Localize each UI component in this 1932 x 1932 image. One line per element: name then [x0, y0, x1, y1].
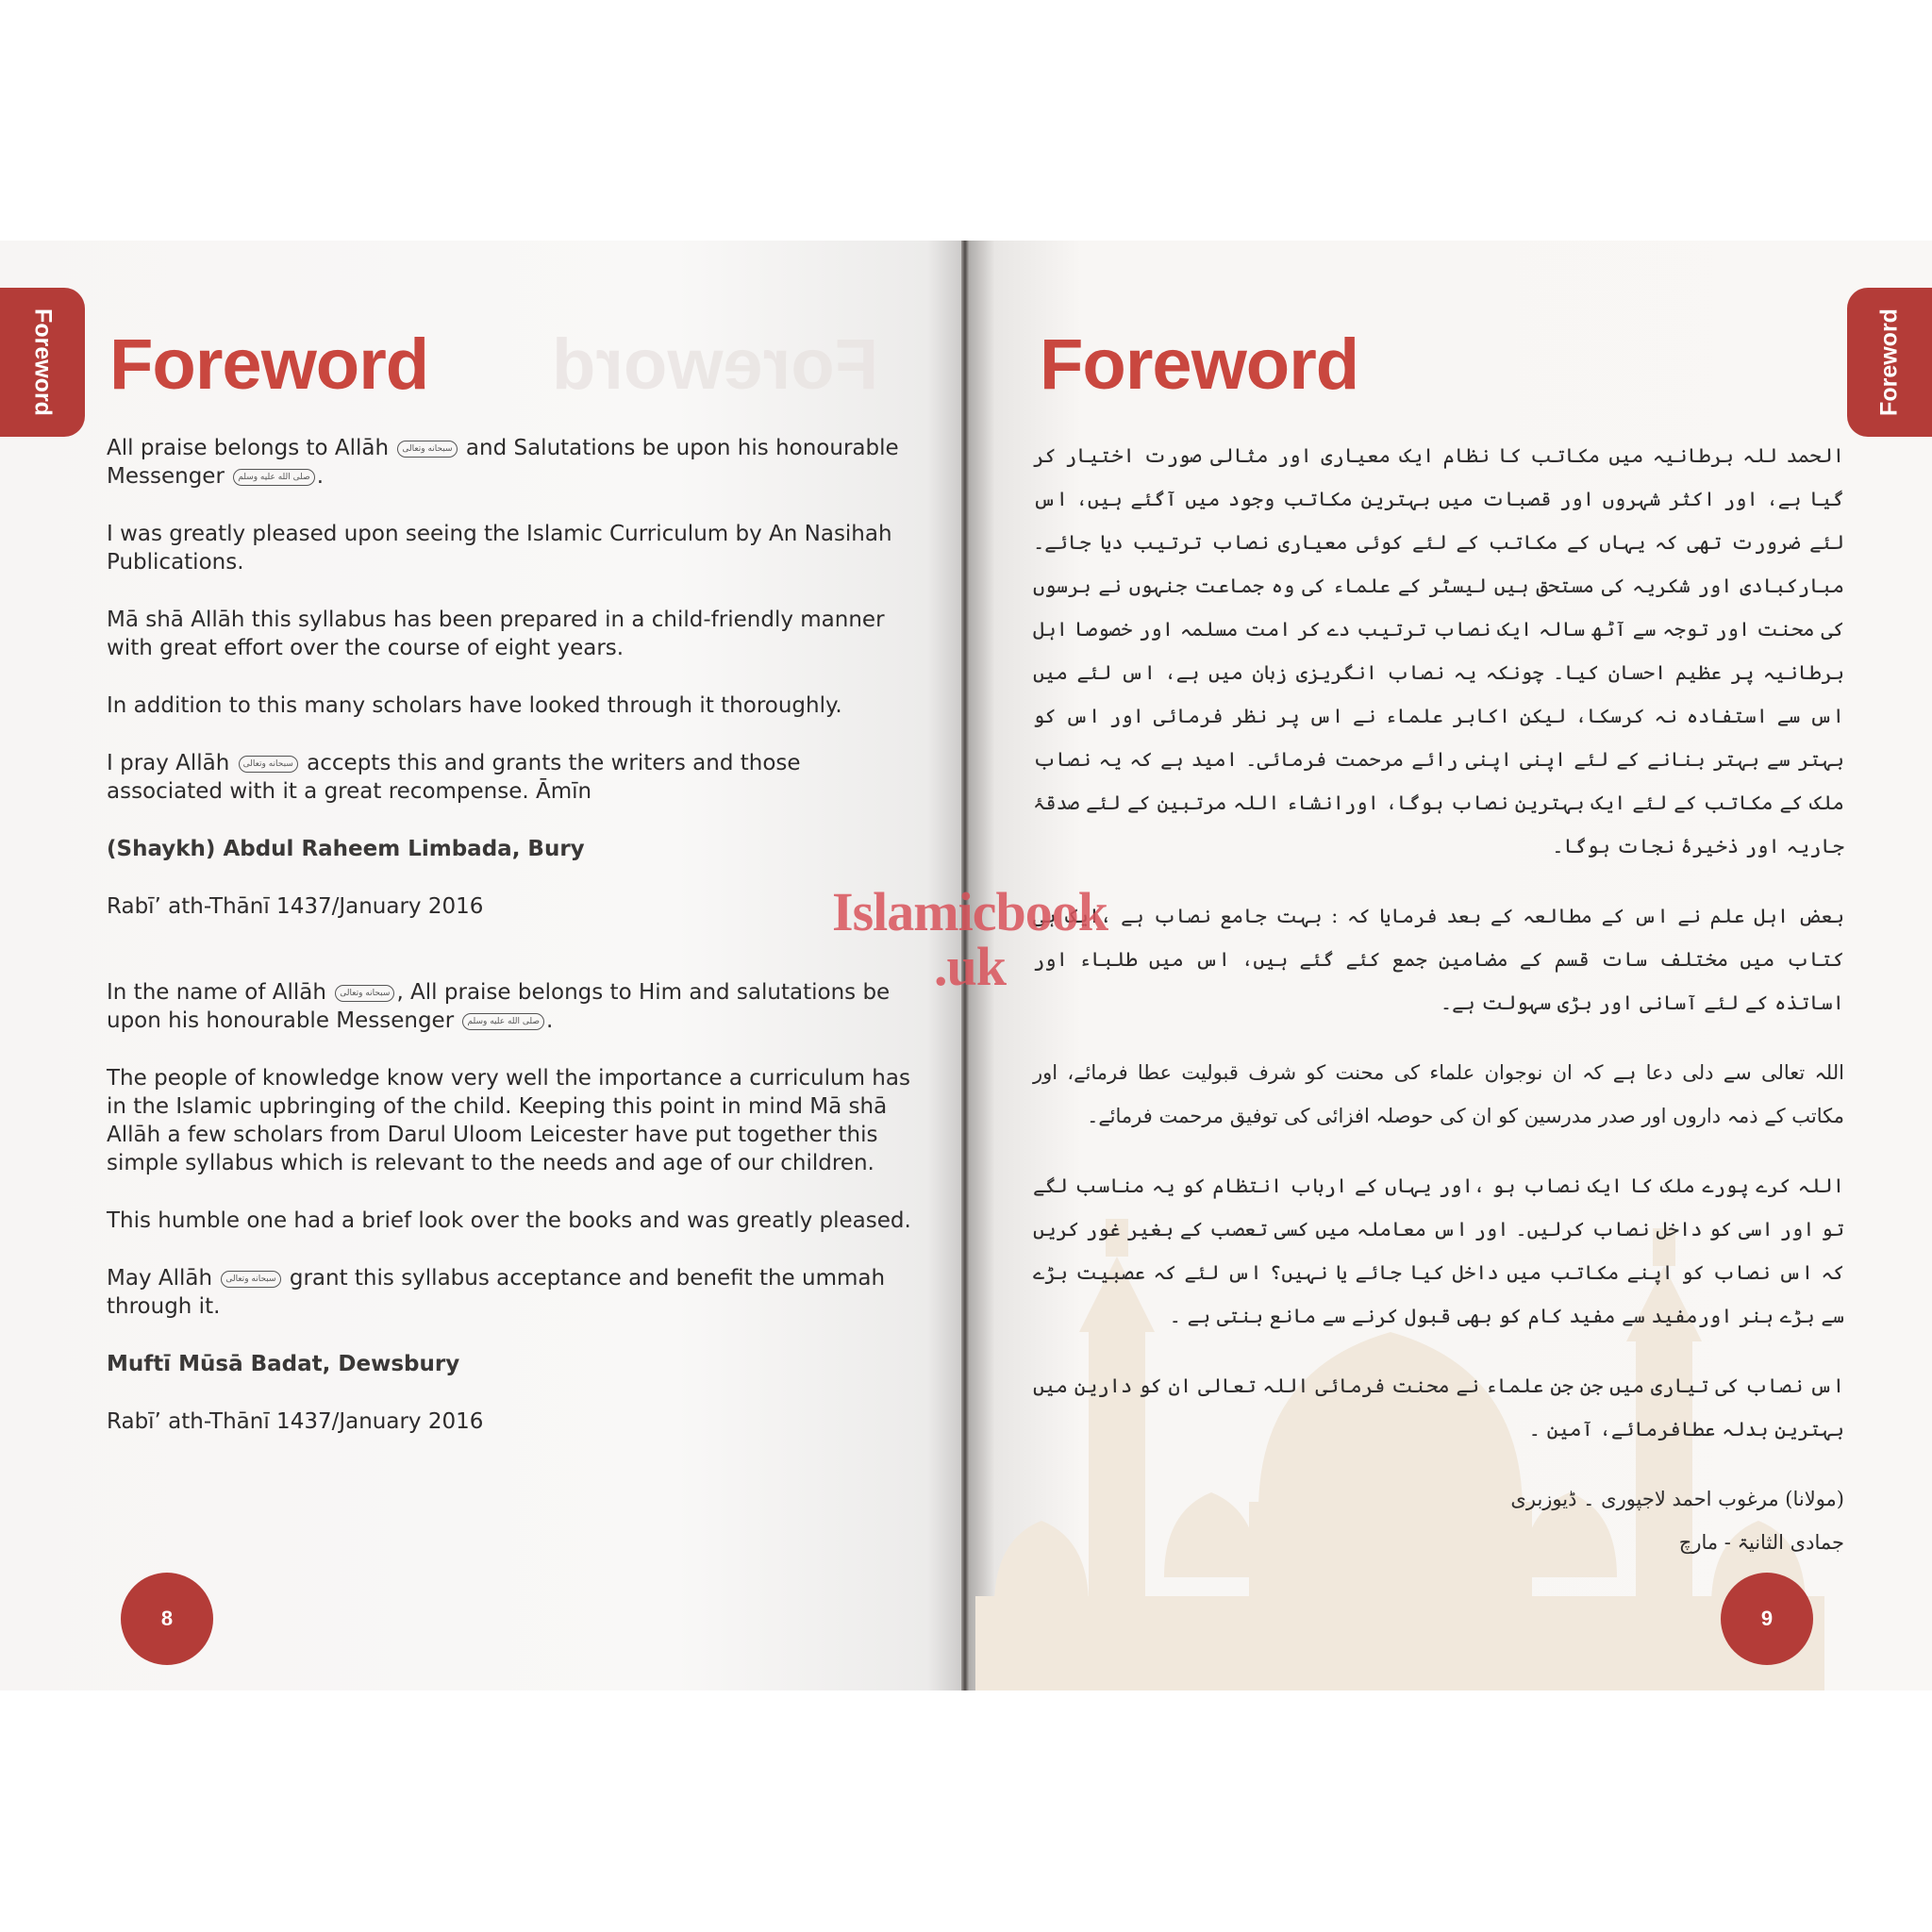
left-page-number: 8	[121, 1573, 213, 1665]
honorific-prophet-icon: صلى الله عليه وسلم	[462, 1013, 544, 1030]
site-watermark	[800, 881, 1140, 997]
urdu-paragraph-4: اللہ کرے پورے ملک کا ایک نصاب ہو ،اور یہاں کے ارباب انتظام کو یہ مناسب لگے تو اور اسی کو داخل نصاب کرلیں۔ اور اس معاملہ میں کسی تعصب کے بغیر غور کریں کہ اس نصاب کو اپنے مکاتب میں داخل کیا جائے یا نہیں؟ اس لئے کہ عصبیت بڑے سے بڑے ہنر اورمفید سے مفید کام کو بھی قبول کرنے سے مانع بنتی ہے ۔	[1033, 1174, 1844, 1327]
urdu-paragraph-2: بعض اہل علم نے اس کے مطالعہ کے بعد فرمایا کہ : بہت جامع نصاب ہے ،ایک ہی کتاب میں مختلف سات قسم کے مضامین جمع کئے گئے ہیں، اس میں طلباء اور اساتذہ کے لئے آسانی اور بڑی سہولت ہے۔	[1033, 905, 1844, 1014]
foreword2-paragraph-2: The people of knowledge know very well the importance a curriculum has in the Islamic upbringing of the child. Keeping this point in mind Mā shā Allāh a few scholars from Darul Uloom Leicester have put together this simple syllabus which is relevant to the needs and age of our children.	[107, 1066, 910, 1175]
foreword1-paragraph-5: I pray Allāh سبحانه وتعالى accepts this and grants the writers and those associated with it a great recompense. Āmīn	[107, 751, 801, 804]
foreword1-paragraph-2: I was greatly pleased upon seeing the Islamic Curriculum by An Nasihah Publications.	[107, 522, 892, 575]
foreword2-paragraph-1: In the name of Allāh سبحانه وتعالى , All praise belongs to Him and salutations be upon his honourable Messenger صلى الله عليه وسلم .	[107, 980, 891, 1033]
mirrored-title-showthrough: Foreword	[552, 325, 879, 405]
urdu-paragraph-5: اس نصاب کی تیاری میں جن جن علماء نے محنت فرمائی اللہ تعالی ان کو دارین میں بہترین بدلہ عطافرمائے، آمین ۔	[1033, 1374, 1844, 1441]
honorific-allah-icon: سبحانه وتعالى	[221, 1271, 280, 1288]
right-page-title: Foreword	[1040, 325, 1359, 405]
left-side-tab-label: Foreword	[29, 308, 57, 416]
foreword1-paragraph-1: All praise belongs to Allāh سبحانه وتعالى and Salutations be upon his honourable Messenger صلى الله عليه وسلم .	[107, 436, 899, 489]
right-page-body	[1033, 434, 1844, 1564]
foreword1-date: Rabī’ ath-Thānī 1437/January 2016	[107, 894, 484, 919]
honorific-prophet-icon: صلى الله عليه وسلم	[233, 469, 315, 486]
right-side-tab-label: Foreword	[1875, 308, 1903, 416]
foreword1-signature: (Shaykh) Abdul Raheem Limbada, Bury	[107, 837, 585, 861]
urdu-signature: (مولانا) مرغوب احمد لاجپوری ۔ ڈیوزبری	[1510, 1488, 1844, 1510]
watermark-line-1: Islamicbook	[832, 881, 1108, 942]
foreword2-paragraph-3: This humble one had a brief look over the books and was greatly pleased.	[107, 1208, 911, 1233]
urdu-paragraph-1: الحمد للہ برطانیہ میں مکاتب کا نظام ایک معیاری اور مثالی صورت اختیار کر گیا ہے، اور اکثر شہروں اور قصبات میں بہترین مکاتب وجود میں آگئے ہیں، اس لئے ضرورت تھی کہ یہاں کے مکاتب کے لئے کوئی معیاری نصاب ترتیب دیا جائے۔ مبارکبادی اور شکریہ کی مستحق ہیں لیسٹر کے علماء کی وہ جماعت جنہوں نے برسوں کی محنت اور توجہ سے آٹھ سالہ ایک نصاب ترتیب دے کر امت مسلمہ اور خصوصا اہل برطانیہ پر عظیم احسان کیا۔ چونکہ یہ نصاب انگریزی زبان میں ہے، اس لئے میں اس سے استفادہ نہ کرسکا، لیکن اکابر علماء نے اس پر نظر فرمائی اور اس کو بہتر سے بہتر بنانے کے لئے اپنی اپنی رائے مرحمت فرمائی۔ امید ہے کہ یہ نصاب ملک کے مکاتب کے لئے ایک بہترین نصاب ہوگا، اورانشاء اللہ مرتبین کے لئے صدقۂ جاریہ اور ذخیرۂ نجات ہوگا۔	[1033, 444, 1844, 858]
foreword2-date: Rabī’ ath-Thānī 1437/January 2016	[107, 1409, 484, 1434]
urdu-date: جمادی الثانیۃ - مارچ	[1678, 1531, 1844, 1554]
honorific-allah-icon: سبحانه وتعالى	[397, 441, 457, 458]
foreword1-paragraph-4: In addition to this many scholars have looked through it thoroughly.	[107, 693, 842, 718]
left-page-body	[107, 434, 918, 1465]
left-page-title: Foreword	[109, 325, 429, 405]
urdu-paragraph-3: اللہ تعالی سے دلی دعا ہے کہ ان نوجوان علماء کی محنت کو شرف قبولیت عطا فرمائے، اور مکاتب کے ذمہ داروں اور صدر مدرسین کو ان کی حوصلہ افزائی کی توفیق مرحمت فرمائے۔	[1033, 1061, 1844, 1127]
honorific-allah-icon: سبحانه وتعالى	[335, 985, 394, 1002]
right-side-tab	[1847, 288, 1932, 437]
foreword2-signature: Muftī Mūsā Badat, Dewsbury	[107, 1352, 460, 1376]
right-page-number: 9	[1721, 1573, 1813, 1665]
foreword2-paragraph-4: May Allāh سبحانه وتعالى grant this syllabus acceptance and benefit the ummah through it.	[107, 1266, 886, 1319]
watermark-line-2: .uk	[933, 936, 1006, 997]
honorific-allah-icon: سبحانه وتعالى	[239, 756, 298, 773]
left-side-tab	[0, 288, 85, 437]
foreword1-paragraph-3: Mā shā Allāh this syllabus has been prepared in a child-friendly manner with great effort over the course of eight years.	[107, 608, 885, 660]
